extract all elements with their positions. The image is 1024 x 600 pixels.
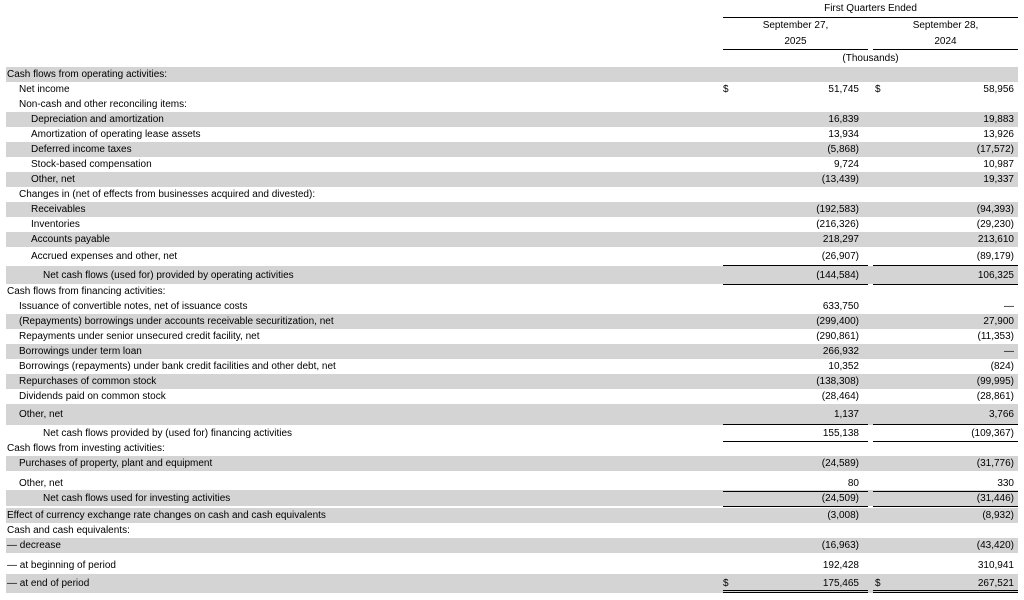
value-current-period: (144,584) xyxy=(816,269,859,281)
row-label: Amortization of operating lease assets xyxy=(31,129,201,140)
currency-symbol: $ xyxy=(723,84,729,95)
table-row-changes-header xyxy=(6,187,1018,202)
value-current-period: 192,428 xyxy=(822,559,859,571)
row-label: Accrued expenses and other, net xyxy=(31,251,178,262)
table-row-stock-comp xyxy=(6,157,1018,172)
value-current-period: 80 xyxy=(847,477,859,489)
value-current-period: 155,138 xyxy=(822,427,859,439)
table-row-inv-header xyxy=(6,441,1018,456)
value-current-period: 633,750 xyxy=(822,301,859,312)
table-row-op-other-net xyxy=(6,172,1018,187)
column-header-current-year: 2025 xyxy=(784,36,807,47)
subtotal-rule-current xyxy=(723,491,868,492)
value-current-period: (290,861) xyxy=(816,331,859,342)
units-label: (Thousands) xyxy=(842,53,899,64)
table-row-cash-header xyxy=(6,523,1018,538)
table-row-ar-securitization xyxy=(6,314,1018,329)
row-label: Other, net xyxy=(19,477,63,489)
column-rule-current xyxy=(723,49,868,50)
value-current-period: 218,297 xyxy=(822,234,859,245)
total-rule-prior xyxy=(873,506,1018,507)
column-header-prior-date: September 28, xyxy=(912,20,979,31)
currency-symbol: $ xyxy=(875,578,881,589)
row-label: Borrowings (repayments) under bank credit facilities and other debt, net xyxy=(19,361,336,372)
row-label: Cash flows from investing activities: xyxy=(7,443,165,454)
value-current-period: (26,907) xyxy=(821,251,859,262)
value-prior-period: 27,900 xyxy=(983,316,1014,327)
row-label: Inventories xyxy=(31,219,80,230)
value-current-period: (192,583) xyxy=(816,204,859,215)
table-row-term-loan xyxy=(6,344,1018,359)
value-prior-period: 330 xyxy=(997,477,1014,489)
row-label: Net cash flows provided by (used for) financing activities xyxy=(43,427,293,439)
value-current-period: (3,008) xyxy=(827,510,859,521)
row-label: Repayments under senior unsecured credit facility, net xyxy=(19,331,260,342)
value-prior-period: (8,932) xyxy=(982,510,1014,521)
table-row-receivables xyxy=(6,202,1018,217)
table-row-capex xyxy=(6,456,1018,471)
value-current-period: 266,932 xyxy=(822,346,859,357)
row-label: Repurchases of common stock xyxy=(19,376,157,387)
value-prior-period: (824) xyxy=(990,361,1014,372)
value-current-period: (16,963) xyxy=(821,540,859,551)
value-current-period: 10,352 xyxy=(828,361,859,372)
column-rule-prior xyxy=(873,49,1018,50)
row-label: — at end of period xyxy=(7,578,90,589)
value-prior-period: 13,926 xyxy=(983,129,1014,140)
total-rule-current xyxy=(723,441,868,442)
row-label: Purchases of property, plant and equipment xyxy=(19,458,213,469)
row-label: Cash flows from operating activities: xyxy=(7,69,168,80)
value-prior-period: (31,446) xyxy=(976,492,1014,504)
grand-total-double-rule-current xyxy=(723,590,868,593)
table-row-fin-other-net xyxy=(6,404,1018,425)
value-prior-period: (99,995) xyxy=(976,376,1014,387)
value-current-period: 175,465 xyxy=(822,578,859,589)
value-prior-period: 267,521 xyxy=(977,578,1014,589)
table-row-repurchases xyxy=(6,374,1018,389)
value-current-period: (13,439) xyxy=(821,174,859,185)
row-label: Dividends paid on common stock xyxy=(19,391,166,402)
subtotal-rule-prior xyxy=(873,491,1018,492)
value-prior-period: 10,987 xyxy=(983,159,1014,170)
table-row-lease-amortization xyxy=(6,127,1018,142)
total-rule-current xyxy=(723,284,868,285)
value-current-period: (216,326) xyxy=(816,219,859,230)
value-prior-period: (109,367) xyxy=(971,427,1014,439)
row-label: Accounts payable xyxy=(31,234,110,245)
column-header-prior-year: 2024 xyxy=(934,36,957,47)
subtotal-rule-prior xyxy=(873,424,1018,425)
row-label: (Repayments) borrowings under accounts receivable securitization, net xyxy=(19,316,334,327)
table-row-convertible-notes xyxy=(6,299,1018,314)
value-current-period: (138,308) xyxy=(816,376,859,387)
value-prior-period: (43,420) xyxy=(976,540,1014,551)
row-label: Receivables xyxy=(31,204,86,215)
table-row-deferred-taxes xyxy=(6,142,1018,157)
column-header-current xyxy=(723,18,868,50)
value-current-period: 13,934 xyxy=(828,129,859,140)
row-label: Changes in (net of effects from businesses acquired and divested): xyxy=(19,189,316,200)
table-row-accrued-expenses xyxy=(6,247,1018,266)
row-label: Non-cash and other reconciling items: xyxy=(19,99,187,110)
table-row-cash-decrease xyxy=(6,538,1018,553)
value-prior-period: 19,883 xyxy=(983,114,1014,125)
row-label: Cash and cash equivalents: xyxy=(7,525,130,536)
row-label: Issuance of convertible notes, net of issuance costs xyxy=(19,301,248,312)
row-label: Borrowings under term loan xyxy=(19,346,142,357)
table-row-dividends xyxy=(6,389,1018,404)
table-row-net-operating xyxy=(6,266,1018,284)
table-row-net-investing xyxy=(6,490,1018,506)
value-current-period: 51,745 xyxy=(828,84,859,95)
row-label: Net cash flows used for investing activities xyxy=(43,492,231,504)
row-label: Stock-based compensation xyxy=(31,159,152,170)
row-label: Effect of currency exchange rate changes on cash and cash equivalents xyxy=(7,510,326,521)
value-prior-period: 213,610 xyxy=(977,234,1014,245)
value-current-period: (5,868) xyxy=(827,144,859,155)
value-current-period: 9,724 xyxy=(833,159,859,170)
value-current-period: (24,589) xyxy=(821,458,859,469)
row-label: Net cash flows (used for) provided by operating activities xyxy=(43,269,294,281)
value-prior-period: — xyxy=(1004,346,1014,357)
total-rule-prior xyxy=(873,441,1018,442)
table-row-op-header xyxy=(6,67,1018,82)
value-prior-period: 106,325 xyxy=(977,269,1014,281)
value-prior-period: (94,393) xyxy=(976,204,1014,215)
value-prior-period: (17,572) xyxy=(976,144,1014,155)
column-header-prior xyxy=(873,18,1018,50)
grand-total-double-rule-prior xyxy=(873,590,1018,593)
row-label: Depreciation and amortization xyxy=(31,114,164,125)
period-group-header: First Quarters Ended xyxy=(824,3,917,14)
table-row-fx-effect xyxy=(6,508,1018,523)
value-prior-period: 19,337 xyxy=(983,174,1014,185)
value-current-period: (28,464) xyxy=(821,391,859,402)
table-row-noncash-header xyxy=(6,97,1018,112)
table-row-inventories xyxy=(6,217,1018,232)
column-header-current-date: September 27, xyxy=(762,20,829,31)
currency-symbol: $ xyxy=(723,578,729,589)
subtotal-rule-prior xyxy=(873,265,1018,266)
row-label: Other, net xyxy=(19,409,63,420)
value-current-period: (24,509) xyxy=(821,492,859,504)
table-row-fin-header xyxy=(6,284,1018,299)
table-row-net-financing xyxy=(6,425,1018,441)
table-row-senior-facility xyxy=(6,329,1018,344)
row-label: Other, net xyxy=(31,174,75,185)
total-rule-current xyxy=(723,506,868,507)
row-label: Net income xyxy=(19,84,70,95)
value-current-period: 1,137 xyxy=(833,409,859,420)
table-row-cash-beginning xyxy=(6,556,1018,574)
value-prior-period: 58,956 xyxy=(983,84,1014,95)
row-label: — at beginning of period xyxy=(7,559,116,571)
subtotal-rule-current xyxy=(723,265,868,266)
subtotal-rule-current xyxy=(723,424,868,425)
currency-symbol: $ xyxy=(875,84,881,95)
value-prior-period: (89,179) xyxy=(976,251,1014,262)
total-rule-prior xyxy=(873,284,1018,285)
value-current-period: (299,400) xyxy=(816,316,859,327)
table-row-accounts-payable xyxy=(6,232,1018,247)
value-prior-period: (11,353) xyxy=(977,331,1014,342)
value-prior-period: 310,941 xyxy=(977,559,1014,571)
row-label: Cash flows from financing activities: xyxy=(7,286,166,297)
value-prior-period: (31,776) xyxy=(976,458,1014,469)
row-label: — decrease xyxy=(7,540,61,551)
value-current-period: 16,839 xyxy=(828,114,859,125)
value-prior-period: (29,230) xyxy=(976,219,1014,230)
value-prior-period: 3,766 xyxy=(988,409,1014,420)
table-row-net-income xyxy=(6,82,1018,97)
value-prior-period: — xyxy=(1004,301,1014,312)
row-label: Deferred income taxes xyxy=(31,144,132,155)
value-prior-period: (28,861) xyxy=(976,391,1014,402)
table-row-bank-credit xyxy=(6,359,1018,374)
table-row-depreciation xyxy=(6,112,1018,127)
